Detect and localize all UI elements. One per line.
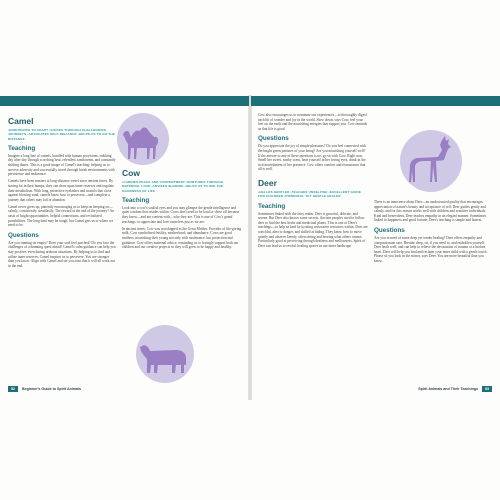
cow-teaching-p1: Look into a cow's soulful eyes and you may glimpse the gentle intelligence and quiet wisdom that resides within. Cows don't need to be loud or show off because they know—and are content with—who they are. This is one of Cow's grand teachings: to appreciate and love ourselves just as we are. bbox=[122, 205, 240, 224]
deer-title: Deer bbox=[258, 177, 277, 188]
camel-column bbox=[8, 116, 116, 271]
deer-questions: Are you in need of some deep yet tender healing? Deer offers empathy and compassionate care. Breathe deep, sit, if you need to, and embolden yourself. Deer heals well, and can help to relieve the devastation of trauma or a broken heart. Deer will help you find and reclaim your inner child with a gentle touch. Please sit you look in the mirror, says Deer. You are more beautiful than you know. bbox=[374, 235, 488, 263]
deer-continued-column bbox=[374, 200, 492, 266]
camel-teaching-p1: Imagine a long line of camels, bundled with human provisions, trekking day after day through scorching heat, relentless sandstorms, and constantly shifting dunes. This is a good image of Camel's teaching: helping us to survive adversity and successfully travel through harsh environments with persistence and endurance. bbox=[8, 153, 116, 177]
deer-teaching-heading: Teaching bbox=[258, 202, 286, 210]
deer-keywords: •HELLOS GENTLER •TEACHES UNSELFISH •EXCELLENT GUIDE FOR CHILDREN •POWERFUL YET GENTLE HEALER bbox=[258, 189, 362, 199]
camel-illustration bbox=[117, 113, 169, 165]
camel-keywords: •ENDURANCE TO ADAPT •GUIDES THROUGH CHALLENGING JOURNEYS •ADVOCATES SELF-RELIANCE •HELPS US TO GO THE DISTANCE bbox=[8, 128, 115, 141]
camel-teaching-p2: Camels have been masters at long-distance travel since ancient times. By storing fat in their humps, they can draw upon inner reserves and regulate their metabolism. With long, protective eyelashes and nostrils that close against blowing sand, camels know how to persevere—and complete a journey that others may fail or abandon. bbox=[8, 179, 114, 202]
deer-teaching: Sometimes linked with the fairy realm, Deer is graceful, delicate, and serene. But Deer also knows some secrets. Ancient peoples used to follow deer to find the best herbs and medicinal plants. This is one of Deer's teachings—to help us heal by locating restorative resources within. Deer are watchful, alert to danger, and skilled at hiding. They know how to move quietly and observe keenly, often seeing and hearing what others cannot. Particularly good at perceiving through deafness and mellowness, Spirit of Deer can lead us to restful, healing spaces in our inner landscape. bbox=[258, 211, 368, 248]
camel-questions-heading: Questions bbox=[8, 231, 39, 239]
cow-questions-heading: Questions bbox=[258, 135, 289, 143]
camel-title: Camel bbox=[8, 116, 34, 126]
right-section-title: Spirit Animals and Their Teachings bbox=[418, 387, 478, 392]
cow-teaching-p2: In ancient times, Cow was worshipped as the Great Mother. Provider of life-giving milk, Cow symbolized fertility, motherhood, and abundance. Cows are good mothers, nourishing their young not only with sustenance, but protection and guidance. Cow offers maternal advice, reminding us to lovingly support both our children and our creative projects so they will grow to be happy and healthy. bbox=[122, 226, 242, 250]
cow-title: Cow bbox=[122, 168, 140, 178]
right-footer bbox=[418, 386, 492, 396]
camel-teaching-heading: Teaching bbox=[8, 144, 36, 152]
cow-continued-column bbox=[258, 113, 368, 251]
right-page-number: 53 bbox=[482, 386, 492, 392]
camel-questions: Are you running on empty? Does your soul feel parched? Do you face the challenges of a daunting quest ahead? Camel's calm guidance can help you stay positive, even during arduous situations. By helping us to find and utilize inner reserves, Camel inspires us to persevere. You are stronger than you know. Align with Camel and set you trust that it will all work out in the end. bbox=[8, 240, 116, 268]
header-band-right bbox=[251, 96, 500, 106]
cow-column bbox=[122, 168, 242, 252]
camel-teaching-p3: Camel never gives up, patiently encouraging us to keep on keeping on—calmly, consistently, steadfastly. The reward at the end of the journey? An oasis of bright opportunities, helpful connections, and revitalized possibilities. The long haul may be tough, but Camel gets us to where we need to be. bbox=[8, 204, 115, 228]
book-gutter bbox=[248, 95, 252, 400]
left-book-title: Beginner's Guide to Spirit Animals bbox=[22, 387, 82, 392]
deer-silhouette-icon bbox=[400, 130, 462, 192]
cow-silhouette-icon bbox=[136, 325, 194, 383]
camel-silhouette-icon bbox=[117, 113, 169, 165]
cow-teaching-heading: Teaching bbox=[122, 196, 150, 204]
left-footer bbox=[8, 386, 81, 396]
cow-illustration bbox=[136, 325, 194, 383]
left-page-number: 52 bbox=[8, 386, 18, 392]
deer-questions-heading: Questions bbox=[374, 226, 405, 234]
deer-illustration bbox=[400, 130, 462, 192]
cow-continued-text: Cow also encourages us to nominate our experiences—to thoroughly digest each bit of wonder and joy in the world. Slow down, says Cow, feel your feet on the earth and the nourishing energies that support you. Cow reminds us that life is good. bbox=[258, 113, 368, 131]
deer-continued-text: There is an innocence about Deer—an unobstructed quality that encourages appreciation of nature's beauty and acceptance of self. Deer guides gently and calmly, and for this reason works well with children and sensitive individuals. Kind and benevolent, Deer teaches empathy in an elegant manner. Sometimes linked to happiness and good fortune, Deer's teaching is simple and honest. bbox=[374, 200, 487, 223]
header-band-left bbox=[0, 96, 249, 106]
cow-questions: Do you appreciate the joy of simple pleasures? Do you feel connected with the bright green pastures of your being? Are you nourishing yourself well? If the answer to any of these questions is no, go sit with Cow. Right now. Smell her sweet, earthy scent, hear yourself in her loving eyes, drink in the rich nourishment of her presence. Cow offers comfort and reassurance that all is well. bbox=[258, 144, 366, 172]
cow-keywords: •CARRIES PEACE AND CONTENTMENT •NURTURES THROUGH MATERNAL LOVE •ADVISES SHARING •HELPS US TO SEE THE GOODNESS OF LIFE bbox=[122, 180, 224, 193]
